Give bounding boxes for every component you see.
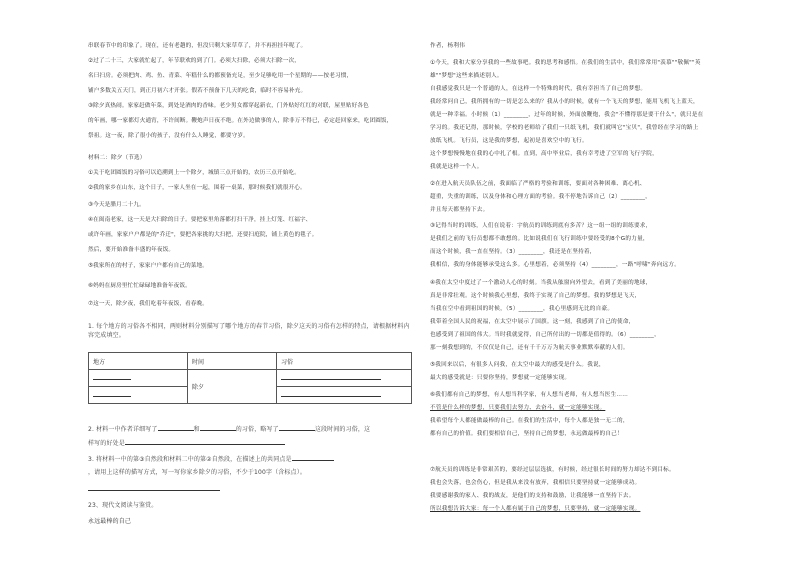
text-line: ②我的家乡在山东，这个日子，一家人坐在一起，围着一桌菜，那时候我们就很开心。: [88, 185, 306, 191]
text-line: 我相信，我的身体能够承受这么多。心里想着，必须坚持（4）________，一路"呼啸"奔向远方。: [430, 262, 681, 268]
text-line: ③记得当时的训练，人们在说着：宇航员的训练到底有多苦？这一组一组的训练要求，: [430, 223, 652, 229]
table-header: 地方: [89, 353, 188, 370]
text-line: 铺户多数关五天门，到正月初六才开张。假若不预备下几天的吃食，临时不容易补充。: [88, 88, 307, 94]
text-line: 祭祖。这一夜，除了很小的孩子，没有什么人睡觉，都要守岁。: [88, 133, 249, 139]
text-line: ⑤我回来以后，有很多人问我，在太空中最大的感受是什么。我说，: [430, 362, 605, 368]
question-2-part: 的习俗，略写了: [235, 426, 279, 433]
text-line: 自我感觉我只是一个普通的人，在这样一个特殊的时代，我有幸担当了自己的梦想。: [430, 86, 647, 92]
question-2-part: 2. 材料一中作者详细写了: [88, 426, 158, 433]
author-line: 作者，杨利伟: [430, 43, 466, 49]
text-line: 串联春节中的印象了。现在，还有老趟的，但没只剩大家草草了，并不再担挂年呢了。: [88, 43, 307, 49]
text-line: ④在闽南老家，这一天是大扫除的日子。要把家里角落都打扫干净，挂上灯笼、红福字、: [88, 217, 312, 223]
question-2-continued: [88, 439, 285, 448]
text-line: ④我在太空中度过了一个激动人心的时刻。当我从舷窗向外望去，看到了美丽的地球，: [430, 280, 652, 286]
text-line: 我带着全国人民的祝福，在太空中展示了国旗。这一刻，我感到了自己的使命，: [430, 319, 635, 325]
text-line: 我也会失落，也会伤心，但是我从来没有放弃，我相信只要坚持就一定能够成功。: [430, 480, 641, 486]
text-line: 我希望每个人都能做最棒的自己。在我们的生活中，每个人都是独一无二的，: [430, 418, 629, 424]
blank-line[interactable]: [292, 455, 334, 461]
question-2-part: 这段时间的习俗，这: [314, 426, 371, 433]
text-line: ⑥我们都有自己的梦想，有人想当科学家，有人想当老师，有人想当医生……: [430, 392, 629, 398]
text-line: 我经常问自己，我所拥有的一切是怎么来的？我从小的时候，就有一个飞天的梦想，能用飞机飞上蓝天，: [430, 99, 699, 105]
blank-line[interactable]: [200, 425, 236, 431]
question-3: [88, 455, 334, 464]
text-line: ②在进入航天员队伍之前，我面临了严格的考验和训练，要面对各种困难、离心机、: [430, 181, 646, 187]
question-2-part: 样写的好处是: [88, 440, 125, 447]
underlined-line: 不管是什么样的梦想，只要我们去努力、去奋斗，就一定能够实现。: [430, 405, 606, 411]
text-line: 名曰扫房。必须把肉、鸡、鱼、青菜、年糕什么的都预备充足，至少足够吃用一个星期的——按老习惯，: [88, 73, 353, 79]
text-line: 超重，失重的训练，以及身体和心理方面的考验。我不停地告诉自己（2）________，: [430, 194, 652, 200]
question-1: 1. 每个地方的习俗各不相同，两则材料分别描写了哪个地方的春节习俗，除夕这天的习俗有怎样的特点，请根据材料内容完成填空。: [88, 323, 410, 339]
question-3-part: 3. 将材料一中的第③自然段和材料二中的第②自然段，在描述上的共同点是: [88, 456, 292, 463]
answer-cell[interactable]: [89, 387, 188, 404]
text-line: ⑦这一天，除夕夜，我们吃着年夜饭，看春晚。: [88, 301, 209, 307]
question-2: [88, 425, 370, 434]
blank-line[interactable]: [125, 439, 285, 445]
blank-line[interactable]: [279, 425, 315, 431]
answer-cell[interactable]: [89, 370, 188, 387]
text-line: 然后，要开始准备丰盛的年夜饭。: [88, 247, 175, 253]
text-line: 或许年画，家家户户都是的"乔迁"，要把各家挑的大扫把，还要扫庭院，铺上黄色的毯子。: [88, 232, 318, 238]
text-line: 最大的感受就是：只要你坚持，梦想就一定能够实现。: [430, 375, 571, 381]
text-line: 真是非常壮观。这个时候我心里想，我终于实现了自己的梦想。我的梦想是飞天，: [430, 293, 641, 299]
text-line: 就是一种幸福。小时候（1）________，过年的时候，外面放鞭炮，我会"不懂得那是要干什么"，就只是在: [430, 112, 704, 118]
section-heading: 材料二：除夕（节选）: [88, 155, 146, 161]
answer-line[interactable]: [88, 490, 220, 491]
text-line: 也感受到了祖国的伟大。当时我就觉得，自己所付出的一切都是值得的。（6）________，: [430, 332, 660, 338]
section-title: 23、现代文阅读与鉴赏。: [88, 502, 158, 509]
text-line: 那一刻我想到的，不仅仅是自己，还有千千万万为航天事业默默奉献的人们。: [430, 345, 629, 351]
text-line: ⑤我家所在的村子，家家户户都有自己的菜地。: [88, 263, 209, 269]
question-3-continued: ，请用上这样的描写方式，写一写你家乡除夕的习俗，不少于100字（含标点）。: [88, 469, 307, 476]
text-line: ①今天，我和大家分享我的一些故事吧。我的思考和感悟。在我们的生活中，我们常常用"羡慕""敬佩""英: [430, 60, 701, 66]
text-line: 都有自己的价值。我们要相信自己，坚持自己的梦想，永远做最棒的自己！: [430, 431, 623, 437]
table-row: [89, 370, 412, 387]
answer-table: [88, 352, 412, 404]
underlined-line: 所以我想告诉大家：每一个人都有属于自己的梦想，只要坚持，就一定能够实现。: [430, 506, 641, 512]
blank-line: [93, 374, 131, 380]
article-title: 永远最棒的自己: [88, 518, 132, 525]
question-2-part: 和: [193, 426, 200, 433]
text-line: 而这个时候，我一直在坚持。（3）________，我还是在坚持着，: [430, 249, 596, 255]
text-line: ③除夕真热闹。家家赶做年菜，到处是酒肉的香味。老少男女都穿起新衣，门外贴好红红的对联，屋里贴好各色: [88, 103, 369, 109]
text-line: 这个梦想慢慢地在我的心中扎了根。直到，高中毕业后，我有幸考进了空军的飞行学院，: [430, 151, 658, 157]
text-line: 的年画，哪一家都灯火通宵，不许间断。鞭炮声日夜不绝。在外边做事的人，除非万不得已，必定赶回家来，吃团圆饭，: [88, 118, 393, 124]
table-header: 习俗: [277, 353, 412, 370]
table-header: 时间: [188, 353, 277, 370]
text-line: 放纸飞机。飞行员，这是我的梦想，起初是喜欢空中的飞行。: [430, 138, 588, 144]
table-header-row: [89, 353, 412, 370]
answer-cell[interactable]: [277, 370, 412, 387]
text-line: 是我们之前的飞行员想都不敢想的。比如说我们在飞行训练中要经受的8个G的力量，: [430, 236, 649, 242]
text-line: ①关于吃团圆饭的习俗可以追溯到上一个除夕，城镇三点开始的，农历三点开始吃。: [88, 170, 300, 176]
text-line: 我就是这样一个人。: [430, 164, 483, 170]
text-line: 我要感谢我的家人、我的战友，是他们的支持和鼓励，让我能够一直坚持下去。: [430, 493, 635, 499]
text-line: ⑥妈妈在厨房里忙忙碌碌地准备年夜饭。: [88, 283, 191, 289]
text-line: 并且每天都坚持下去。: [430, 207, 489, 213]
time-cell: 除夕: [188, 370, 277, 404]
text-line: 雄""梦想"这些来描述别人。: [430, 73, 503, 79]
blank-line: [281, 374, 381, 380]
text-line: 当我在空中看到祖国的时候，（5）________，我心里感到无比的自豪。: [430, 306, 614, 312]
blank-line: [281, 391, 381, 397]
blank-line: [93, 391, 131, 397]
text-line: 学习的。我还记得，那时候，学校的老师给了我们一只纸飞机，我们就叫它"宝贝"，我曾经在学习的路上: [430, 125, 699, 131]
blank-line[interactable]: [158, 425, 194, 431]
text-line: ②过了二十三，大家就忙起了，年节联欢的到了门。必须大扫除，必须大扫除一次，: [88, 58, 300, 64]
answer-cell[interactable]: [277, 387, 412, 404]
text-line: ③今天是腊月二十九。: [88, 202, 145, 208]
text-line: ⑦航天员的训练是非常艰苦的，要经过层层选拔，有时候，经过很长时间的努力却达不到目标。: [430, 467, 675, 473]
